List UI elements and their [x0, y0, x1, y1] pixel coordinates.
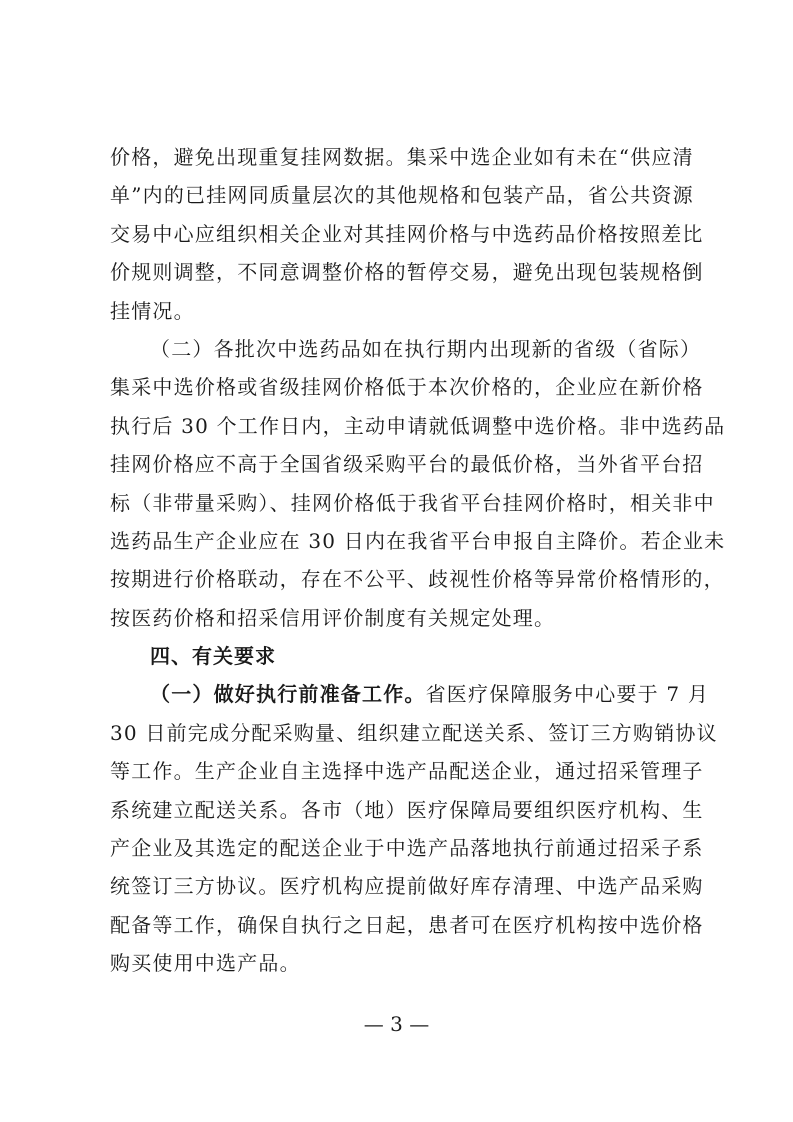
section-heading: 四、有关要求	[150, 644, 276, 669]
text-line: 集采中选价格或省级挂网价格低于本次价格的，企业应在新价格	[110, 375, 704, 400]
text-line: 交易中心应组织相关企业对其挂网价格与中选药品价格按照差比	[110, 221, 704, 246]
subsection-lead: （一）做好执行前准备工作。	[150, 682, 426, 707]
text-line: 执行后 30 个工作日内，主动申请就低调整中选价格。非中选药品	[110, 413, 726, 438]
document-body	[110, 138, 726, 983]
text-line: （二）各批次中选药品如在执行期内出现新的省级（省际）	[150, 336, 702, 361]
text-line: 单”内的已挂网同质量层次的其他规格和包装产品，省公共资源	[110, 183, 694, 208]
text-line: 挂网价格应不高于全国省级采购平台的最低价格，当外省平台招	[110, 452, 704, 477]
text-line: 选药品生产企业应在 30 日内在我省平台申报自主降价。若企业未	[110, 528, 726, 553]
text-line: 产企业及其选定的配送企业于中选产品落地执行前通过招采子系	[110, 836, 704, 861]
text-line	[110, 675, 710, 713]
text-line: 标（非带量采购）、挂网价格低于我省平台挂网价格时，相关非中	[110, 490, 715, 515]
text-line: 价格，避免出现重复挂网数据。集采中选企业如有未在“供应清	[110, 145, 694, 169]
paragraph-price-linkage	[110, 330, 726, 637]
text-line: 购买使用中选产品。	[110, 951, 301, 976]
text-line: 按医药价格和招采信用评价制度有关规定处理。	[110, 605, 556, 630]
text-line: 配备等工作，确保自执行之日起，患者可在医疗机构按中选价格	[110, 912, 704, 937]
text-line: 价规则调整，不同意调整价格的暂停交易，避免出现包装规格倒	[110, 260, 704, 285]
text-line: 统签订三方协议。医疗机构应提前做好库存清理、中选产品采购	[110, 874, 704, 899]
text-line: 30 日前完成分配采购量、组织建立配送关系、签订三方购销协议	[110, 720, 718, 745]
text-line: 系统建立配送关系。各市（地）医疗保障局要组织医疗机构、生	[110, 797, 704, 822]
text-line: 挂情况。	[110, 298, 195, 323]
page-number: — 3 —	[363, 1012, 430, 1036]
paragraph-price-duplicates	[110, 138, 704, 330]
text-line: 按期进行价格联动，存在不公平、歧视性价格等异常价格情形的，	[110, 567, 725, 592]
text-fragment: 省医疗保障服务中心要于 7 月	[425, 682, 710, 707]
text-line: 等工作。生产企业自主选择中选产品配送企业，通过招采管理子	[110, 759, 704, 784]
paragraph-preparation	[110, 675, 718, 982]
